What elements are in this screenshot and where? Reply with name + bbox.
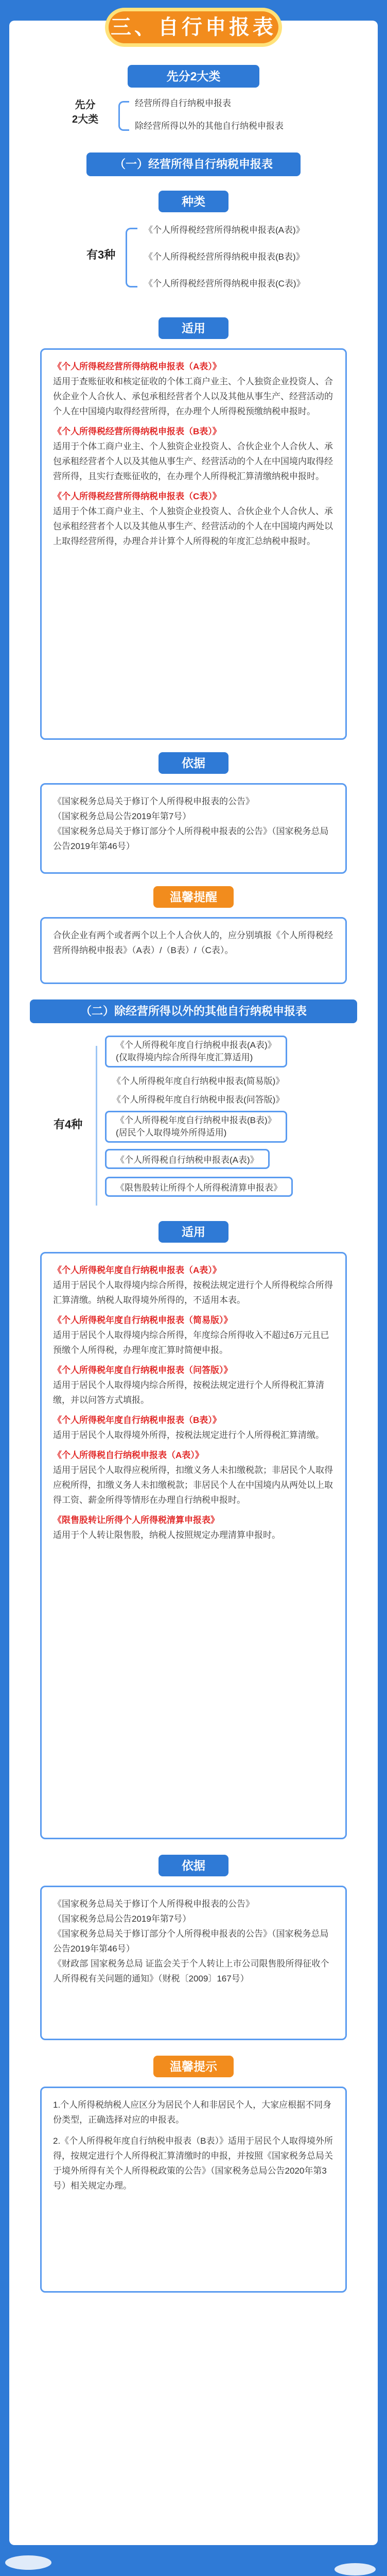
- kinds-count: 有3种: [86, 248, 116, 261]
- apply-bar: 适用: [159, 317, 228, 339]
- apply-box: [40, 348, 347, 740]
- apply-text: 适用于居民个人取得境内综合所得，按税法规定进行个人所得税汇算清缴，并以问答方式填报。: [53, 1380, 324, 1405]
- basis-text: 《国家税务总局关于修订个人所得税申报表的公告》: [53, 796, 254, 806]
- basis-text: （国家税务总局公告2019年第7号）: [53, 1914, 191, 1924]
- connector-line: [96, 1046, 97, 1206]
- apply-head: 《个人所得税年度自行纳税申报表（A表）》: [53, 1265, 221, 1275]
- basis-text: 《财政部 国家税务总局 证监会关于个人转让上市公司限售股所得征收个人所得税有关问题的通知》（财税〔2009〕167号）: [53, 1959, 329, 1984]
- kind-item: 《个人所得税年度自行纳税申报表(B表)》 (居民个人取得境外所得适用): [105, 1111, 287, 1143]
- brace: [118, 101, 129, 131]
- section-card: [9, 16, 378, 2545]
- kind-item: 《个人所得税经营所得纳税申报表(C表)》: [144, 279, 305, 289]
- section-header: 三、自行申报表: [109, 11, 278, 43]
- tip-text: 合伙企业有两个或者两个以上个人合伙人的，应分别填报《个人所得税经营所得纳税申报表》（A表）/（B表）/（C表）。: [53, 930, 333, 955]
- apply-head: 《个人所得税经营所得纳税申报表（A表）》: [53, 362, 221, 371]
- cloud-decoration: [335, 2563, 376, 2575]
- kind-item: 《个人所得税年度自行纳税申报表(简易版)》: [112, 1076, 285, 1086]
- basis-bar: 依据: [159, 1855, 228, 1876]
- apply-box: [40, 1252, 347, 1839]
- basis-text: 《国家税务总局关于修订个人所得税申报表的公告》: [53, 1899, 254, 1909]
- apply-head: 《限售股转让所得个人所得税清算申报表》: [53, 1515, 219, 1525]
- apply-text: 适用于居民个人取得境内综合所得，年度综合所得收入不超过6万元且已预缴个人所得税，办理年度汇算时简便申报。: [53, 1330, 329, 1355]
- kind-item: 《个人所得税经营所得纳税申报表(A表)》: [144, 225, 305, 235]
- kind-item: 《个人所得税年度自行纳税申报表(问答版)》: [112, 1095, 285, 1105]
- apply-text: 适用于个体工商户业主、个人独资企业投资人、合伙企业个人合伙人、承包承租经营者个人以及其他从事生产、经营活动的个人在中国境内取得经营所得，且实行查账征收的，在办理个人所得税汇算清缴纳税申报时。: [53, 442, 333, 481]
- apply-head: 《个人所得税经营所得纳税申报表（C表）》: [53, 492, 221, 501]
- types-count-label: 先分 2大类: [72, 99, 99, 125]
- apply-head: 《个人所得税年度自行纳税申报表（B表）》: [53, 1415, 221, 1425]
- kinds-bar: 种类: [159, 191, 228, 212]
- apply-head: 《个人所得税年度自行纳税申报表（简易版）》: [53, 1315, 233, 1325]
- apply-bar: 适用: [159, 1221, 228, 1243]
- apply-text: 适用于个人转让限售股，纳税人按照规定办理清算申报时。: [53, 1530, 280, 1540]
- apply-text: 适用于居民个人取得境内综合所得，按税法规定进行个人所得税综合所得汇算清缴。纳税人取得境外所得的，不适用本表。: [53, 1280, 333, 1305]
- tip-box: [40, 2087, 347, 2293]
- tip-box: [40, 917, 347, 984]
- brace: [126, 228, 137, 287]
- kinds-count: 有4种: [54, 1118, 83, 1131]
- basis-text: （国家税务总局公告2019年第7号）: [53, 811, 191, 821]
- apply-text: 适用于查账征收和核定征收的个体工商户业主、个人独资企业投资人、合伙企业个人合伙人、承包承租经营者个人以及其他从事生产、经营活动的个人在中国境内取得经营所得，在办理个人所得税预缴纳税申报时。: [53, 377, 333, 416]
- apply-head: 《个人所得税经营所得纳税申报表（B表）》: [53, 427, 221, 436]
- cloud-decoration: [5, 2555, 51, 2570]
- apply-head: 《个人所得税自行纳税申报表（A表）》: [53, 1450, 204, 1460]
- basis-text: 《国家税务总局关于修订部分个人所得税申报表的公告》（国家税务总局公告2019年第46号）: [53, 826, 329, 851]
- kind-item: 《个人所得税经营所得纳税申报表(B表)》: [144, 252, 305, 262]
- type-item: 经营所得自行纳税申报表: [135, 98, 231, 108]
- kind-item: 《个人所得税自行纳税申报表(A表)》: [105, 1149, 270, 1169]
- part-title: （二）除经营所得以外的其他自行纳税申报表: [30, 999, 357, 1023]
- tip-bar: 温馨提示: [153, 2056, 234, 2077]
- kind-item: 《限售股转让所得个人所得税清算申报表》: [105, 1177, 293, 1197]
- kind-item: 《个人所得税年度自行纳税申报表(A表)》 (仅取得境内综合所得年度汇算适用): [105, 1036, 287, 1067]
- apply-head: 《个人所得税年度自行纳税申报表（问答版）》: [53, 1365, 233, 1375]
- tip-bar: 温馨提醒: [153, 886, 234, 908]
- part-title: （一）经营所得自行纳税申报表: [86, 152, 301, 176]
- apply-text: 适用于居民个人取得境外所得，按税法规定进行个人所得税汇算清缴。: [53, 1430, 324, 1440]
- types-bar: 先分2大类: [128, 65, 259, 88]
- apply-text: 适用于居民个人取得应税所得，扣缴义务人未扣缴税款；非居民个人取得应税所得，扣缴义务人未扣缴税款；非居民个人在中国境内从两处以上取得工资、薪金所得等情形在办理自行纳税申报时。: [53, 1465, 333, 1505]
- basis-bar: 依据: [159, 752, 228, 774]
- basis-text: 《国家税务总局关于修订部分个人所得税申报表的公告》（国家税务总局公告2019年第46号）: [53, 1929, 329, 1954]
- tip-text: 1.个人所得税纳税人应区分为居民个人和非居民个人，大家应根据不同身份类型，正确选择对应的申报表。: [53, 2100, 332, 2125]
- tip-text: 2.《个人所得税年度自行纳税申报表（B表）》适用于居民个人取得境外所得，按规定进行个人所得税汇算清缴时的申报，并按照《国家税务总局关于境外所得有关个人所得税政策的公告》（国家税务总局公告2020年第3号）相关规定办理。: [53, 2136, 333, 2191]
- apply-text: 适用于个体工商户业主、个人独资企业投资人、合伙企业个人合伙人、承包承租经营者个人以及其他从事生产、经营活动的个人在中国境内两处以上取得经营所得，办理合并计算个人所得税的年度汇总纳税申报时。: [53, 506, 333, 546]
- basis-box: [40, 783, 347, 874]
- type-item: 除经营所得以外的其他自行纳税申报表: [135, 121, 284, 131]
- basis-box: [40, 1886, 347, 2040]
